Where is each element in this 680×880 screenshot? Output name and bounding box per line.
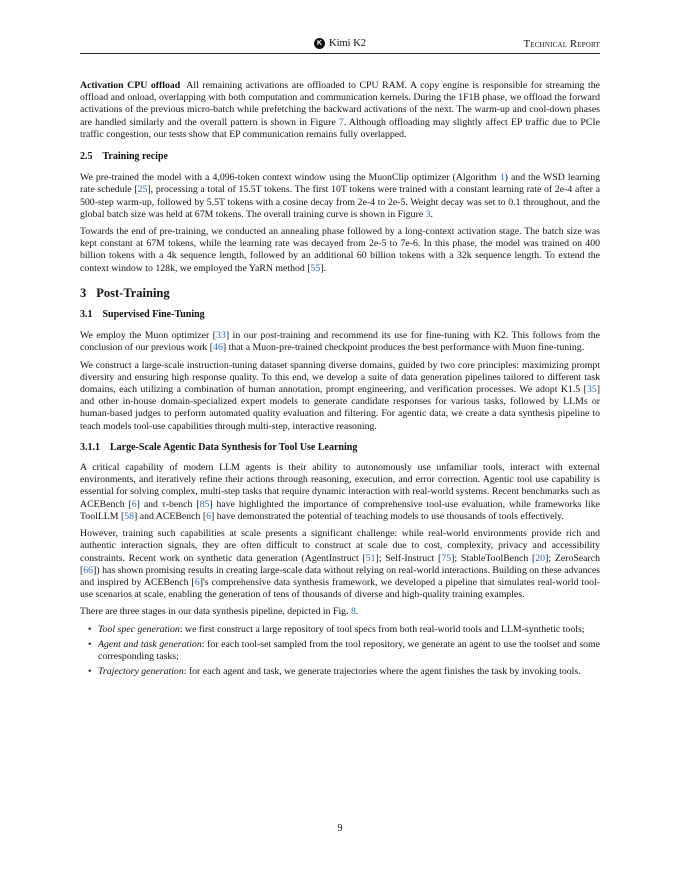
main-content: [80, 80, 600, 681]
section-number: 3.1: [80, 309, 93, 321]
section-heading-3-1: [80, 309, 600, 321]
pipeline-stage-list: [80, 624, 600, 679]
header-section-label: Technical Report: [523, 39, 600, 50]
section-heading-2-5: [80, 151, 600, 163]
paragraph-heading: Activation CPU offload: [80, 80, 181, 91]
list-item: [98, 624, 600, 636]
algorithm-ref-link[interactable]: 1: [499, 172, 505, 184]
section-title: Large-Scale Agentic Data Synthesis for Tool Use Learning: [110, 441, 358, 453]
citation-link[interactable]: 66: [83, 564, 94, 576]
paragraph-recipe-1: [80, 172, 600, 221]
text: ] in our post-training and recommend its use for fine-tuning with K2. This follows from the conclusion of our previous work [: [80, 330, 600, 354]
text: ] have demonstrated the potential of teaching models to use thousands of tools effectively.: [211, 510, 564, 522]
citation-link[interactable]: 6: [206, 510, 212, 522]
kimi-logo-icon: K: [314, 38, 325, 49]
text: ], processing a total of 15.5T tokens. The first 10T tokens were trained with a constant learning rate of 2e-4 after a 500-step warm-up, followed by 5.5T tokens with a cosine decay from 2e-4 to 2e-5. Weight decay was set to 0.1 throughout, and the global batch size was held at 67M tokens. The overall training curve is shown in Figure: [80, 184, 600, 220]
section-title: Post-Training: [96, 285, 170, 300]
citation-link[interactable]: 46: [213, 342, 223, 354]
figure-ref-link[interactable]: 8: [350, 606, 356, 618]
header-title: Kimi K2: [329, 38, 367, 49]
list-item: [98, 639, 600, 663]
section-title: Supervised Fine-Tuning: [102, 309, 205, 321]
text: ]; ZeroSearch [: [80, 552, 600, 576]
text: ] have highlighted the importance of comprehensive tool-use evaluation, while frameworks like ToolLLM [: [80, 498, 600, 522]
text: ] that a Muon-pre-trained checkpoint produces the best performance with Muon fine-tuning.: [222, 342, 585, 354]
section-heading-3-1-1: [80, 442, 600, 454]
citation-link[interactable]: 6: [194, 576, 200, 588]
citation-link[interactable]: 51: [365, 552, 376, 564]
section-number: 3.1.1: [80, 441, 100, 453]
text: .: [355, 606, 359, 618]
text: ) and the WSD learning rate schedule [: [80, 172, 600, 196]
citation-link[interactable]: 33: [216, 330, 226, 342]
paragraph-sft-2: [80, 360, 600, 433]
figure-ref-link[interactable]: 7: [338, 116, 344, 128]
page-number: 9: [337, 823, 343, 834]
list-item: [98, 666, 600, 678]
paragraph-stages: [80, 606, 600, 618]
paragraph-cpu-offload: [80, 80, 600, 141]
paragraph-sft-1: [80, 330, 600, 354]
paragraph-agentic-2: [80, 528, 600, 601]
text: ]) has shown promising results in creating large-scale data without relying on real-world interactions. Building on these advances and inspired by ACEBench [: [80, 564, 600, 588]
list-item-text: : for each tool-set sampled from the tool repository, we generate an agent to use the toolset and some corresponding tasks;: [98, 638, 601, 662]
text: ].: [320, 262, 326, 274]
citation-link[interactable]: 85: [199, 498, 210, 510]
text: . Although offloading may slightly affect EP traffic due to PCIe traffic congestion, our tests show that EP communication remains fully overlapped.: [80, 116, 600, 140]
citation-link[interactable]: 6: [131, 498, 137, 510]
figure-ref-link[interactable]: 3: [425, 208, 431, 220]
text: ] and ACEBench [: [134, 510, 207, 522]
running-header: [80, 38, 600, 52]
text: ]; Self-Instruct [: [375, 552, 442, 564]
citation-link[interactable]: 25: [137, 184, 148, 196]
text: All remaining activations are offloaded to CPU RAM. A copy engine is responsible for streaming the offload and onload, overlapping with both computation and communication kernels. During the 1F1B phase, we offload the forward activations of the previous micro-batch while prefetching the backward activations of the next. The warm-up and cool-down phases are handled similarly and the overall pattern is shown in Figure: [80, 80, 601, 128]
list-item-term: Tool spec generation: [98, 623, 180, 635]
text: ] and other in-house domain-specialized expert models to generate candidate responses for various tasks, followed by LLMs or human-based judges to perform automated quality evaluation and filtering. For agentic data, we create a data synthesis pipeline to teach models tool-use capabilities through multi-step, interactive reasoning.: [80, 384, 600, 432]
text: A critical capability of modern LLM agents is their ability to autonomously use unfamiliar tools, interact with external environments, and iteratively refine their actions through reasoning, execution, and error correction. Agentic tool use capability is essential for solving complex, multi-step tasks that require dynamic interaction with real-world systems. Recent benchmarks such as ACEBench [: [80, 462, 600, 510]
section-number: 2.5: [80, 151, 93, 163]
citation-link[interactable]: 75: [441, 552, 452, 564]
text: We pre-trained the model with a 4,096-token context window using the MuonClip optimizer (Algorithm: [80, 172, 500, 184]
text: We employ the Muon optimizer [: [80, 330, 217, 342]
text: .: [430, 208, 433, 220]
list-item-term: Agent and task generation: [98, 638, 202, 650]
citation-link[interactable]: 55: [310, 262, 321, 274]
text: Towards the end of pre-training, we conducted an annealing phase followed by a long-context activation stage. The batch size was kept constant at 67M tokens, while the learning rate was decayed from 2e-5 to 7e-6. In this phase, the model was trained on 400 billion tokens with a 4k sequence length, followed by an additional 60 billion tokens with a 32k sequence length. To extend the context window to 128k, we employed the YaRN method [: [80, 226, 600, 274]
text: ]'s comprehensive data synthesis framework, we developed a pipeline that simulates real-world tool-use scenarios at scale, enabling the generation of tens of thousands of diverse and high-quality training examples.: [80, 576, 600, 601]
header-brand: [314, 38, 366, 49]
section-title: Training recipe: [102, 151, 168, 163]
paragraph-recipe-2: [80, 226, 600, 275]
paragraph-agentic-1: [80, 462, 600, 523]
list-item-text: : we first construct a large repository of tool specs from both real-world tools and LLM-synthetic tools;: [179, 623, 585, 635]
citation-link[interactable]: 58: [124, 510, 135, 522]
list-item-term: Trajectory generation: [98, 666, 184, 678]
text: ]; StableToolBench [: [451, 552, 536, 564]
citation-link[interactable]: 35: [586, 384, 597, 396]
text: We construct a large-scale instruction-tuning dataset spanning diverse domains, guided by two core principles: maximizing prompt diversity and ensuring high response quality. To this end, we develop a suite of data generation pipelines tailored to different task domains, each utilizing a combination of human annotation, prompt engineering, and verification processes. We adopt K1.5 [: [80, 359, 600, 396]
text: ] and τ-bench [: [136, 498, 200, 510]
citation-link[interactable]: 20: [535, 552, 546, 564]
header-rule: [80, 53, 600, 54]
text: There are three stages in our data synthesis pipeline, depicted in Fig.: [80, 606, 351, 618]
section-number: 3: [80, 285, 87, 300]
list-item-text: : for each agent and task, we generate trajectories where the agent finishes the task by invoking tools.: [183, 666, 581, 678]
paper-page: [80, 0, 600, 880]
section-heading-3: [80, 287, 600, 299]
text: However, training such capabilities at scale presents a significant challenge: while real-world environments provide rich and authentic interaction signals, they are often difficult to construct at scale due to cost, complexity, privacy and accessibility constraints. Recent work on synthetic data generation (AgentInstruct [: [80, 528, 600, 564]
